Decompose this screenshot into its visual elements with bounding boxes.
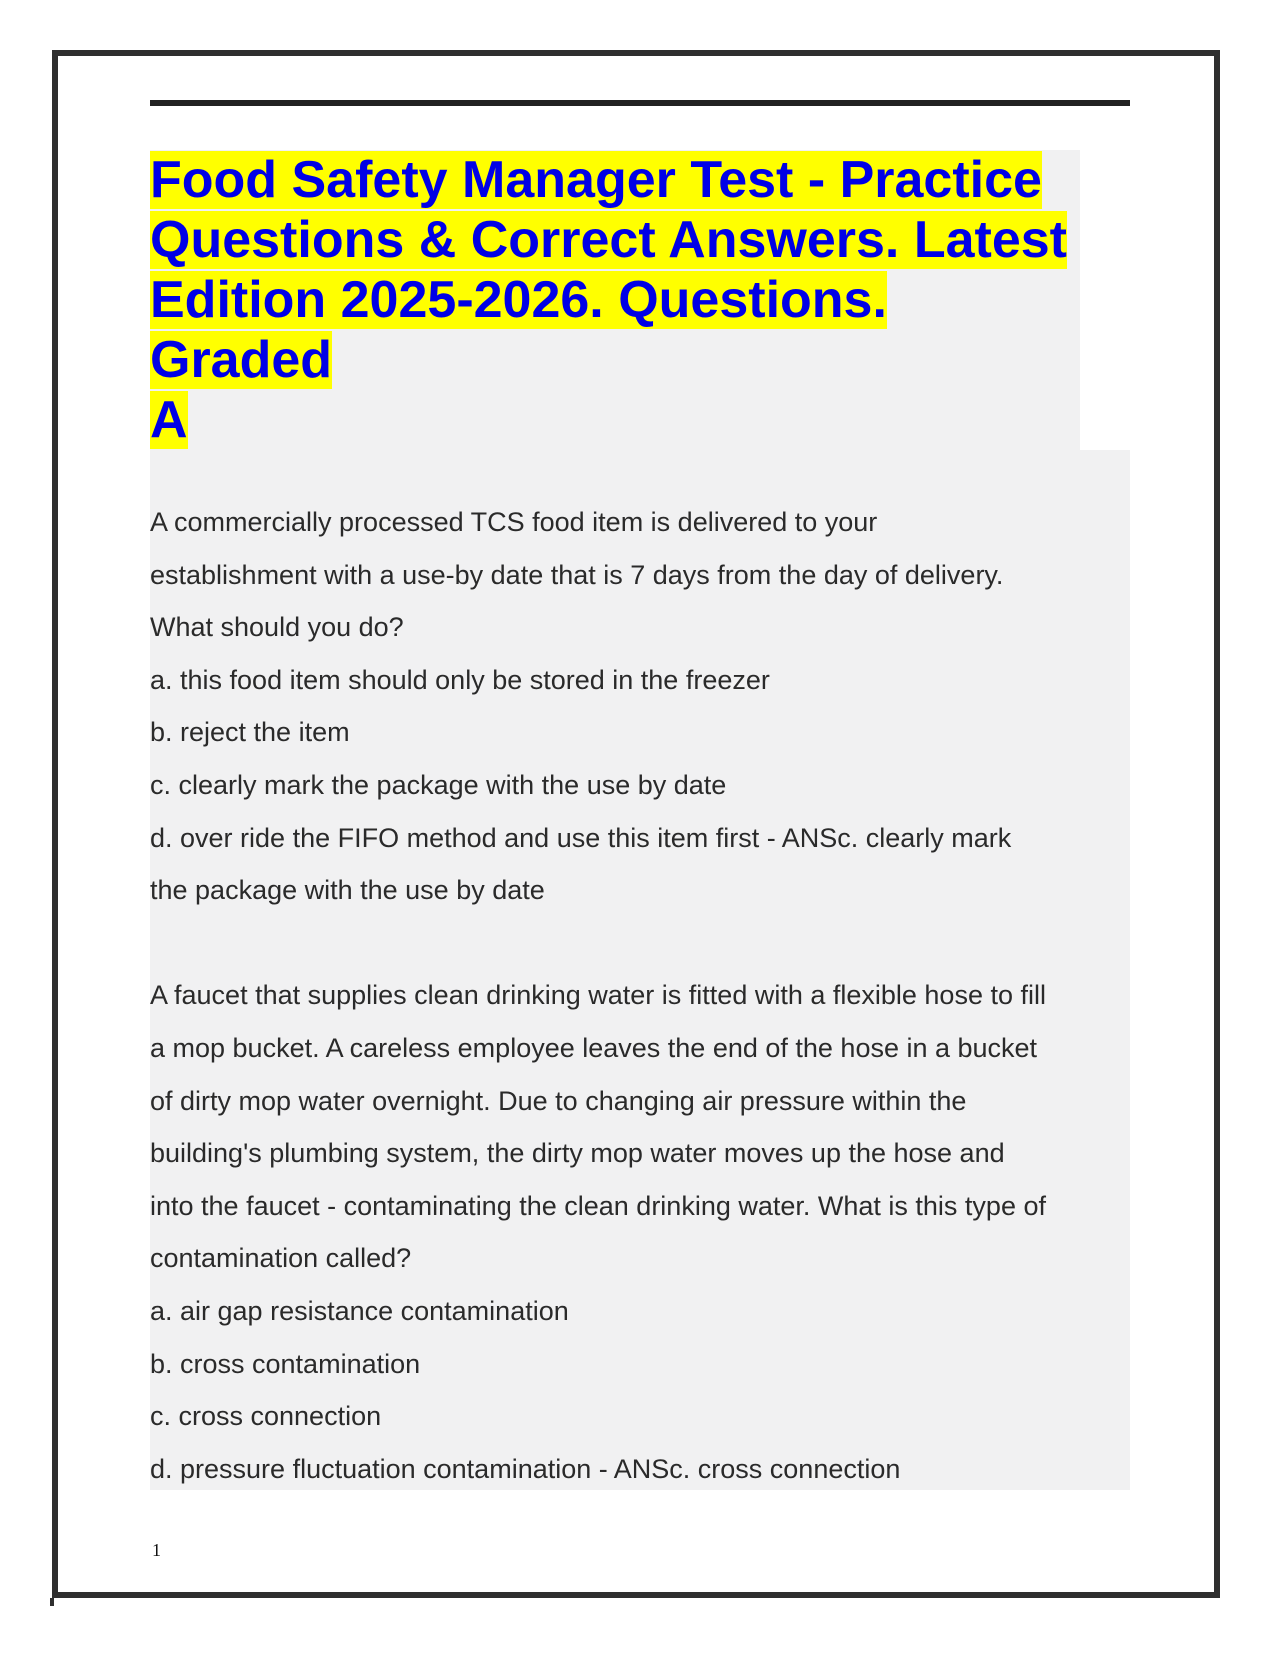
page-number: 1 <box>152 1540 161 1560</box>
question-1-line: A commercially processed TCS food item is delivered to your <box>150 507 878 537</box>
question-1-answer: the package with the use by date <box>150 875 545 906</box>
question-2-option-d-answer: d. pressure fluctuation contamination - ANSc. cross connection <box>150 1453 901 1484</box>
title-line-1: Food Safety Manager Test - Practice <box>150 151 1042 209</box>
title-line-2: Questions & Correct Answers. Latest <box>150 211 1067 269</box>
question-2-line: building's plumbing system, the dirty mop water moves up the hose and <box>150 1138 1005 1169</box>
question-2-line: a mop bucket. A careless employee leaves the end of the hose in a bucket <box>150 1032 1038 1063</box>
title-line-4: A <box>150 391 188 449</box>
question-1 <box>150 496 1130 917</box>
document-title <box>150 150 1080 450</box>
page-border-corner <box>50 1598 54 1606</box>
question-1-option-b: b. reject the item <box>150 717 350 748</box>
question-2 <box>150 969 1130 1495</box>
question-2-line: A faucet that supplies clean drinking water is fitted with a flexible hose to fill <box>150 980 1046 1011</box>
document-body <box>150 496 1130 1495</box>
question-2-line: of dirty mop water overnight. Due to changing air pressure within the <box>150 1085 967 1116</box>
header-rule <box>150 100 1130 106</box>
question-spacer <box>150 917 1130 970</box>
question-2-option-b: b. cross contamination <box>150 1348 421 1379</box>
question-1-option-d: d. over ride the FIFO method and use this item first - ANSc. clearly mark <box>150 822 1012 853</box>
question-1-option-c: c. clearly mark the package with the use by date <box>150 769 727 800</box>
question-2-line: into the faucet - contaminating the clean drinking water. What is this type of <box>150 1190 1046 1221</box>
title-line-3: Edition 2025-2026. Questions. Graded <box>150 271 887 389</box>
question-1-line: establishment with a use-by date that is 7 days from the day of delivery. <box>150 559 1004 590</box>
question-1-option-a: a. this food item should only be stored in the freezer <box>150 664 770 695</box>
question-2-option-a: a. air gap resistance contamination <box>150 1295 569 1326</box>
question-2-line: contamination called? <box>150 1243 412 1274</box>
question-2-option-c: c. cross connection <box>150 1401 382 1432</box>
question-1-line: What should you do? <box>150 612 404 643</box>
